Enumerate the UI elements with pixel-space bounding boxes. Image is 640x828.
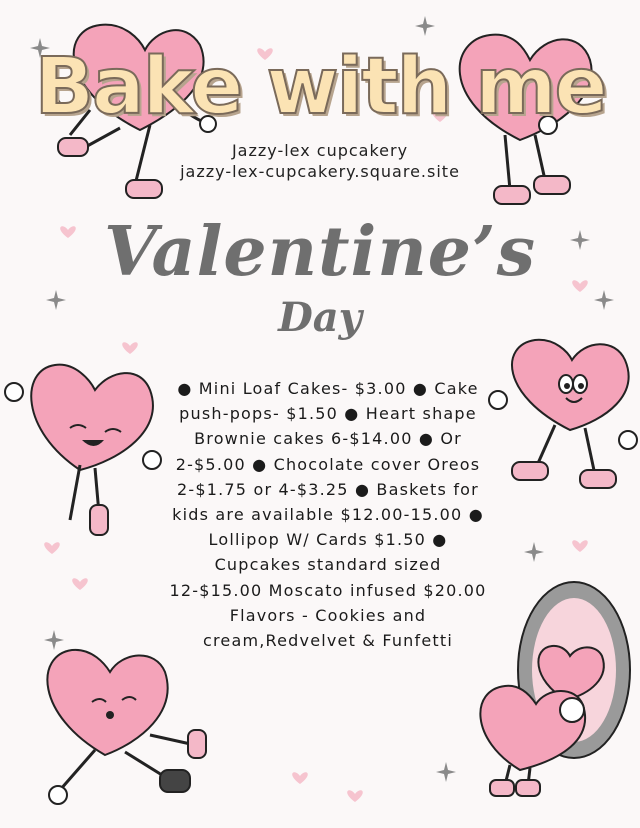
menu-list: ● Mini Loaf Cakes- $3.00 ● Cake push-pops- $1.50 ● Heart shape Brownie cakes 6-$14.00 ● Or 2-$5.00 ● Chocolate cover Oreos 2-$1.75 or 4-$3.25 ● Baskets for kids are available $12.00-15.00 ● Lollipop W/ Cards $1.50 ● Cupcakes standard sized 12-$15.00 Moscato infused $20.00 Flavors - Cookies and cream,Redvelvet & Funfetti <box>169 379 487 651</box>
shop-info <box>170 140 470 182</box>
shop-name: Jazzy-lex cupcakery <box>231 141 409 160</box>
shop-url: jazzy-lex-cupcakery.square.site <box>180 162 460 181</box>
event-title: Valentine’s <box>103 212 536 292</box>
mirror-heart-character-icon <box>480 582 630 796</box>
heart-character-left-icon <box>5 365 161 535</box>
heart-character-bottom-left-icon <box>47 650 206 804</box>
heart-character-right-icon <box>489 340 637 488</box>
headline: Bake with me <box>34 42 606 132</box>
event-subtitle: Day <box>278 294 362 341</box>
